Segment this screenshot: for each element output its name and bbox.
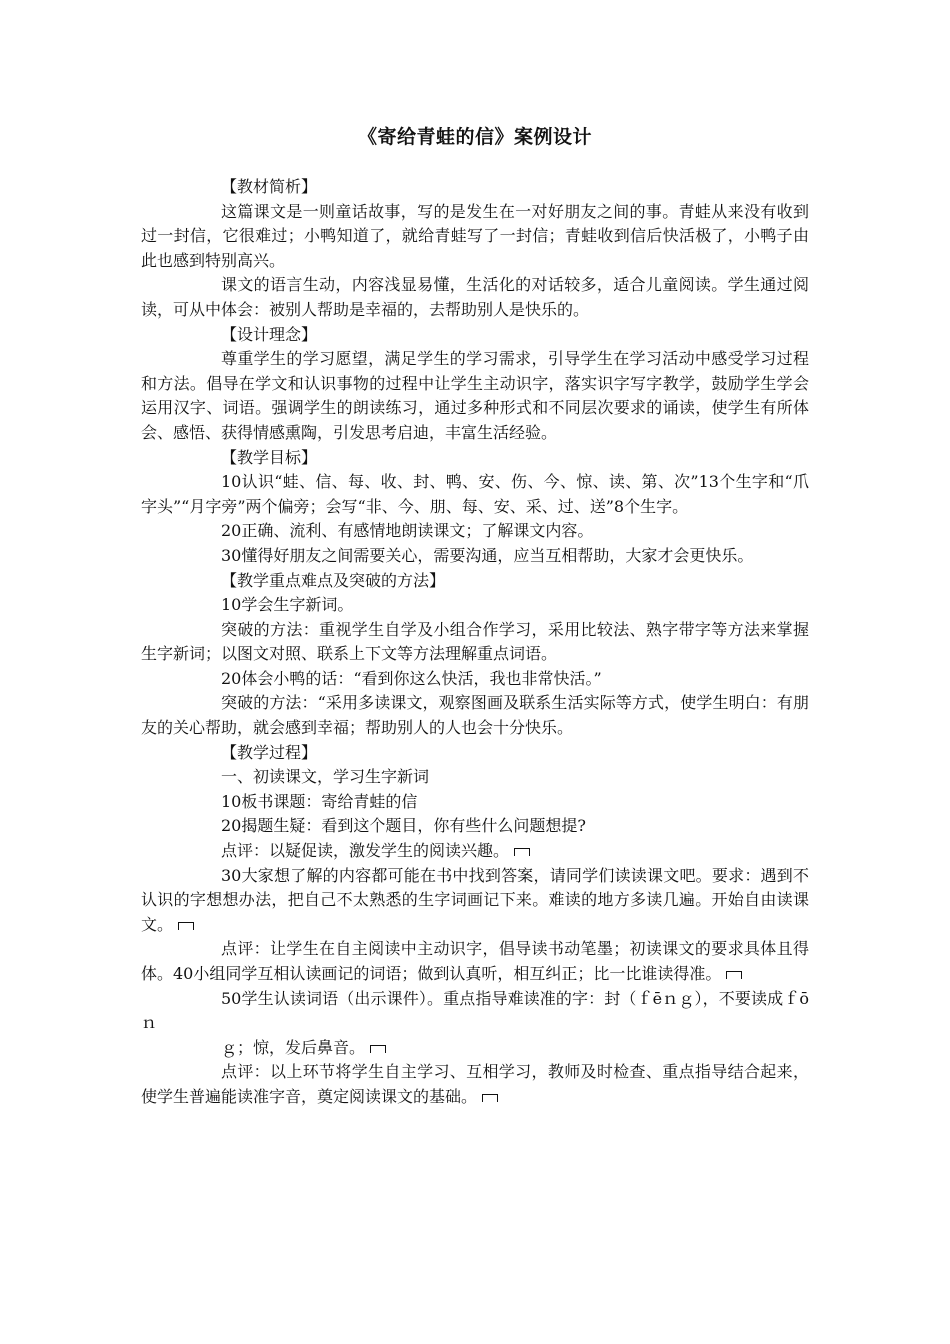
section-heading: 【教学目标】 [221, 447, 318, 467]
paragraph [141, 839, 809, 864]
paragraph-text: 点评：让学生在自主阅读中主动识字，倡导读书动笔墨；初读课文的要求具体且得体。40小组同学互相认读画记的词语；做到认真听，相互纠正；比一比谁读得准。 [141, 939, 809, 983]
document-title: 《寄给青蛙的信》案例设计 [357, 126, 592, 148]
paragraph: 20正确、流利、有感情地朗读课文；了解课文内容。 [221, 521, 594, 541]
paragraph: 尊重学生的学习愿望，满足学生的学习需求，引导学生在学习活动中感受学习过程和方法。倡导在学文和认识事物的过程中让学生主动识字，落实识字写字教学，鼓励学生学会运用汉字、词语。强调学生的朗读练习，通过多种形式和不同层次要求的诵读，使学生有所体会、感悟、获得情感熏陶，引发思考启迪，丰富生活经验。 [141, 349, 809, 442]
bracket-mark-icon [178, 922, 194, 930]
document-body [141, 175, 809, 1110]
paragraph: 30懂得好朋友之间需要关心，需要沟通，应当互相帮助，大家才会更快乐。 [221, 545, 754, 565]
paragraph: 20揭题生疑：看到这个题目，你有些什么问题想提? [221, 816, 586, 836]
paragraph [141, 1036, 809, 1061]
paragraph: 10学会生字新词。 [221, 595, 354, 615]
section-heading: 【教材简析】 [221, 177, 318, 196]
bracket-mark-icon [726, 971, 742, 979]
paragraph: 50学生认读词语（出示课件）。重点指导难读准的字：封（ｆēｎｇ），不要读成ｆōｎ [141, 988, 809, 1033]
section-heading: 【设计理念】 [221, 324, 318, 344]
paragraph: 10板书课题：寄给青蛙的信 [221, 791, 418, 811]
paragraph: 这篇课文是一则童话故事，写的是发生在一对好朋友之间的事。青蛙从来没有收到过一封信，它很难过；小鸭知道了，就给青蛙写了一封信；青蛙收到信后快活极了，小鸭子由此也感到特别高兴。 [141, 201, 809, 270]
section-heading: 【教学重点难点及突破的方法】 [221, 570, 446, 590]
paragraph-text: 点评：以疑促读，激发学生的阅读兴趣。 [221, 841, 510, 861]
paragraph [141, 1060, 809, 1109]
paragraph-text: 点评：以上环节将学生自主学习、互相学习，教师及时检查、重点指导结合起来，使学生普遍能读准字音，奠定阅读课文的基础。 [141, 1062, 809, 1106]
paragraph: 20体会小鸭的话：“看到你这么快活，我也非常快活。” [221, 668, 602, 688]
paragraph: 10认识“蛙、信、每、收、封、鸭、安、伤、今、惊、读、第、次”13个生字和“爪字头”“月字旁”两个偏旁；会写“非、今、朋、每、安、采、过、送”8个生字。 [141, 472, 809, 516]
section-heading: 【教学过程】 [221, 742, 318, 762]
paragraph-text: 30大家想了解的内容都可能在书中找到答案，请同学们读读课文吧。要求：遇到不认识的字想想办法，把自己不太熟悉的生字词画记下来。难读的地方多读几遍。开始自由读课文。 [141, 865, 809, 934]
paragraph: 突破的方法：重视学生自学及小组合作学习，采用比较法、熟字带字等方法来掌握生字新词；以图文对照、联系上下文等方法理解重点词语。 [141, 619, 809, 664]
paragraph: 课文的语言生动，内容浅显易懂，生活化的对话较多，适合儿童阅读。学生通过阅读，可从中体会：被别人帮助是幸福的，去帮助别人是快乐的。 [141, 275, 809, 319]
bracket-mark-icon [482, 1094, 498, 1102]
paragraph: 突破的方法：“采用多读课文，观察图画及联系生活实际等方式，使学生明白：有朋友的关心帮助，就会感到幸福；帮助别人的人也会十分快乐。 [141, 693, 809, 738]
paragraph: 一、初读课文，学习生字新词 [221, 767, 430, 787]
paragraph [141, 937, 809, 986]
bracket-mark-icon [370, 1045, 386, 1053]
bracket-mark-icon [514, 848, 530, 856]
paragraph [141, 864, 809, 938]
paragraph-text: ｇ；惊，发后鼻音。 [221, 1037, 366, 1057]
